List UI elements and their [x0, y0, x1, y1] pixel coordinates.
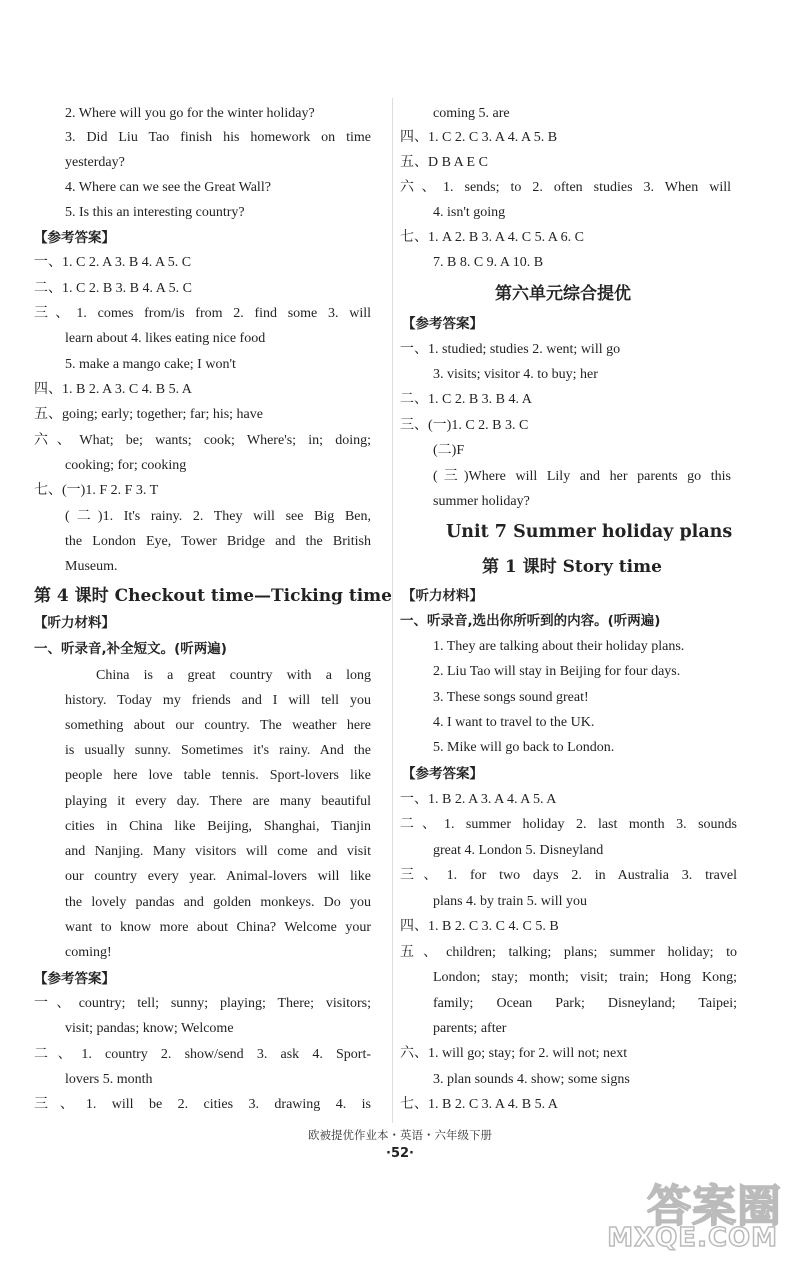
- answer-line: 五、going; early; together; far; his; have: [34, 407, 263, 422]
- column-divider: [392, 98, 393, 1123]
- answer-line: 三、1. will be 2. cities 3. drawing 4. is: [34, 1097, 371, 1112]
- answer-line: 五、children; talking; plans; summer holiday; to: [400, 945, 737, 960]
- passage-line: history. Today my friends and I will tell you: [65, 693, 371, 708]
- passage-line: coming!: [65, 945, 112, 960]
- question-heading: 一、听录音,选出你所听到的内容。(听两遍): [400, 613, 661, 629]
- answer-line: (三)Where will Lily and her parents go this: [433, 469, 731, 484]
- passage-line: playing it every day. There are many beautiful: [65, 794, 371, 809]
- answer-line: 5. make a mango cake; I won't: [65, 357, 236, 372]
- passage-line: the lovely pandas and golden monkeys. Do you: [65, 895, 371, 910]
- answer-line: 3. visits; visitor 4. to buy; her: [433, 367, 598, 382]
- answer-line: family; Ocean Park; Disneyland; Taipei;: [433, 996, 737, 1011]
- answer-line: great 4. London 5. Disneyland: [433, 843, 604, 858]
- section-heading: 【参考答案】: [34, 230, 115, 246]
- section-heading: 【听力材料】: [402, 588, 483, 604]
- answer-line: 四、1. C 2. C 3. A 4. A 5. B: [400, 130, 558, 145]
- script-line: 3. These songs sound great!: [433, 690, 589, 705]
- answer-line: 七、1. A 2. B 3. A 4. C 5. A 6. C: [400, 230, 584, 245]
- unit-review-title: 第六单元综合提优: [495, 284, 631, 304]
- passage-line: China is a great country with a long: [96, 668, 371, 683]
- answer-line: 三、(一)1. C 2. B 3. C: [400, 418, 529, 433]
- book-footer: 欧被提优作业本・英语・六年级下册: [308, 1128, 492, 1142]
- answer-line: 一、1. B 2. A 3. A 4. A 5. A: [400, 792, 557, 807]
- script-line: 1. They are talking about their holiday plans.: [433, 639, 685, 654]
- answer-line: Museum.: [65, 559, 118, 574]
- answer-line: 二、1. C 2. B 3. B 4. A 5. C: [34, 281, 192, 296]
- section-heading: 【听力材料】: [34, 615, 115, 631]
- watermark-logo: 答案圈: [647, 1181, 782, 1232]
- passage-line: is usually sunny. Sometimes it's rainy. And the: [65, 743, 371, 758]
- answer-line: 六、What; be; wants; cook; Where's; in; doing;: [34, 433, 371, 448]
- section-heading: 【参考答案】: [402, 316, 483, 332]
- passage-line: want to know more about China? Welcome your: [65, 920, 371, 935]
- answer-line: 七、1. B 2. C 3. A 4. B 5. A: [400, 1097, 558, 1112]
- passage-line: our country every year. Animal-lovers will like: [65, 869, 371, 884]
- answer-line: 三、1. for two days 2. in Australia 3. travel: [400, 868, 737, 883]
- page-number: ·52·: [386, 1146, 414, 1161]
- answer-line: 四、1. B 2. C 3. C 4. C 5. B: [400, 919, 559, 934]
- answer-line: coming 5. are: [433, 106, 510, 121]
- unit-title: Unit 7 Summer holiday plans: [446, 522, 733, 542]
- answer-line: 六、1. sends; to 2. often studies 3. When will: [400, 180, 731, 195]
- answer-line: 五、D B A E C: [400, 155, 488, 170]
- answer-line: parents; after: [433, 1021, 507, 1036]
- answer-line: (二)1. It's rainy. 2. They will see Big Ben,: [65, 509, 371, 524]
- answer-line: visit; pandas; know; Welcome: [65, 1021, 234, 1036]
- script-line: 4. I want to travel to the UK.: [433, 715, 595, 730]
- passage-line: and Nanjing. Many visitors will come and visit: [65, 844, 371, 859]
- passage-line: people here love table tennis. Sport-lovers like: [65, 768, 371, 783]
- answer-line: 二、1. country 2. show/send 3. ask 4. Sport-: [34, 1047, 371, 1062]
- answer-line: the London Eye, Tower Bridge and the British: [65, 534, 371, 549]
- answer-line: 7. B 8. C 9. A 10. B: [433, 255, 544, 270]
- answer-line: learn about 4. likes eating nice food: [65, 331, 266, 346]
- text-line: 3. Did Liu Tao finish his homework on time: [65, 130, 371, 145]
- answer-line: 四、1. B 2. A 3. C 4. B 5. A: [34, 382, 192, 397]
- answer-line: (二)F: [433, 443, 465, 458]
- answer-line: plans 4. by train 5. will you: [433, 894, 587, 909]
- script-line: 5. Mike will go back to London.: [433, 740, 615, 755]
- text-line: 2. Where will you go for the winter holiday?: [65, 106, 315, 121]
- answer-line: 3. plan sounds 4. show; some signs: [433, 1072, 630, 1087]
- passage-line: cities in China like Beijing, Shanghai, Tianjin: [65, 819, 371, 834]
- answer-line: 一、1. C 2. A 3. B 4. A 5. C: [34, 255, 192, 270]
- script-line: 2. Liu Tao will stay in Beijing for four days.: [433, 664, 681, 679]
- answer-line: 六、1. will go; stay; for 2. will not; next: [400, 1046, 628, 1061]
- section-heading: 【参考答案】: [34, 971, 115, 987]
- question-heading: 一、听录音,补全短文。(听两遍): [34, 641, 227, 657]
- answer-line: 4. isn't going: [433, 205, 506, 220]
- section-heading: 【参考答案】: [402, 766, 483, 782]
- answer-line: 七、(一)1. F 2. F 3. T: [34, 483, 159, 498]
- lesson-title: 第 4 课时 Checkout time—Ticking time: [34, 586, 392, 606]
- answer-line: 二、1. C 2. B 3. B 4. A: [400, 392, 532, 407]
- answer-line: 一、country; tell; sunny; playing; There; visitors;: [34, 996, 371, 1011]
- lesson-title: 第 1 课时 Story time: [482, 557, 662, 577]
- answer-line: summer holiday?: [433, 494, 530, 509]
- text-line: 5. Is this an interesting country?: [65, 205, 245, 220]
- answer-line: lovers 5. month: [65, 1072, 153, 1087]
- watermark-url: MXQE.COM: [607, 1223, 778, 1253]
- answer-line: cooking; for; cooking: [65, 458, 187, 473]
- text-line: yesterday?: [65, 155, 125, 170]
- answer-line: 一、1. studied; studies 2. went; will go: [400, 342, 621, 357]
- text-line: 4. Where can we see the Great Wall?: [65, 180, 271, 195]
- answer-line: London; stay; month; visit; train; Hong Kong;: [433, 970, 737, 985]
- answer-line: 三、1. comes from/is from 2. find some 3. will: [34, 306, 371, 321]
- passage-line: something about our country. The weather here: [65, 718, 371, 733]
- answer-line: 二、1. summer holiday 2. last month 3. sounds: [400, 817, 737, 832]
